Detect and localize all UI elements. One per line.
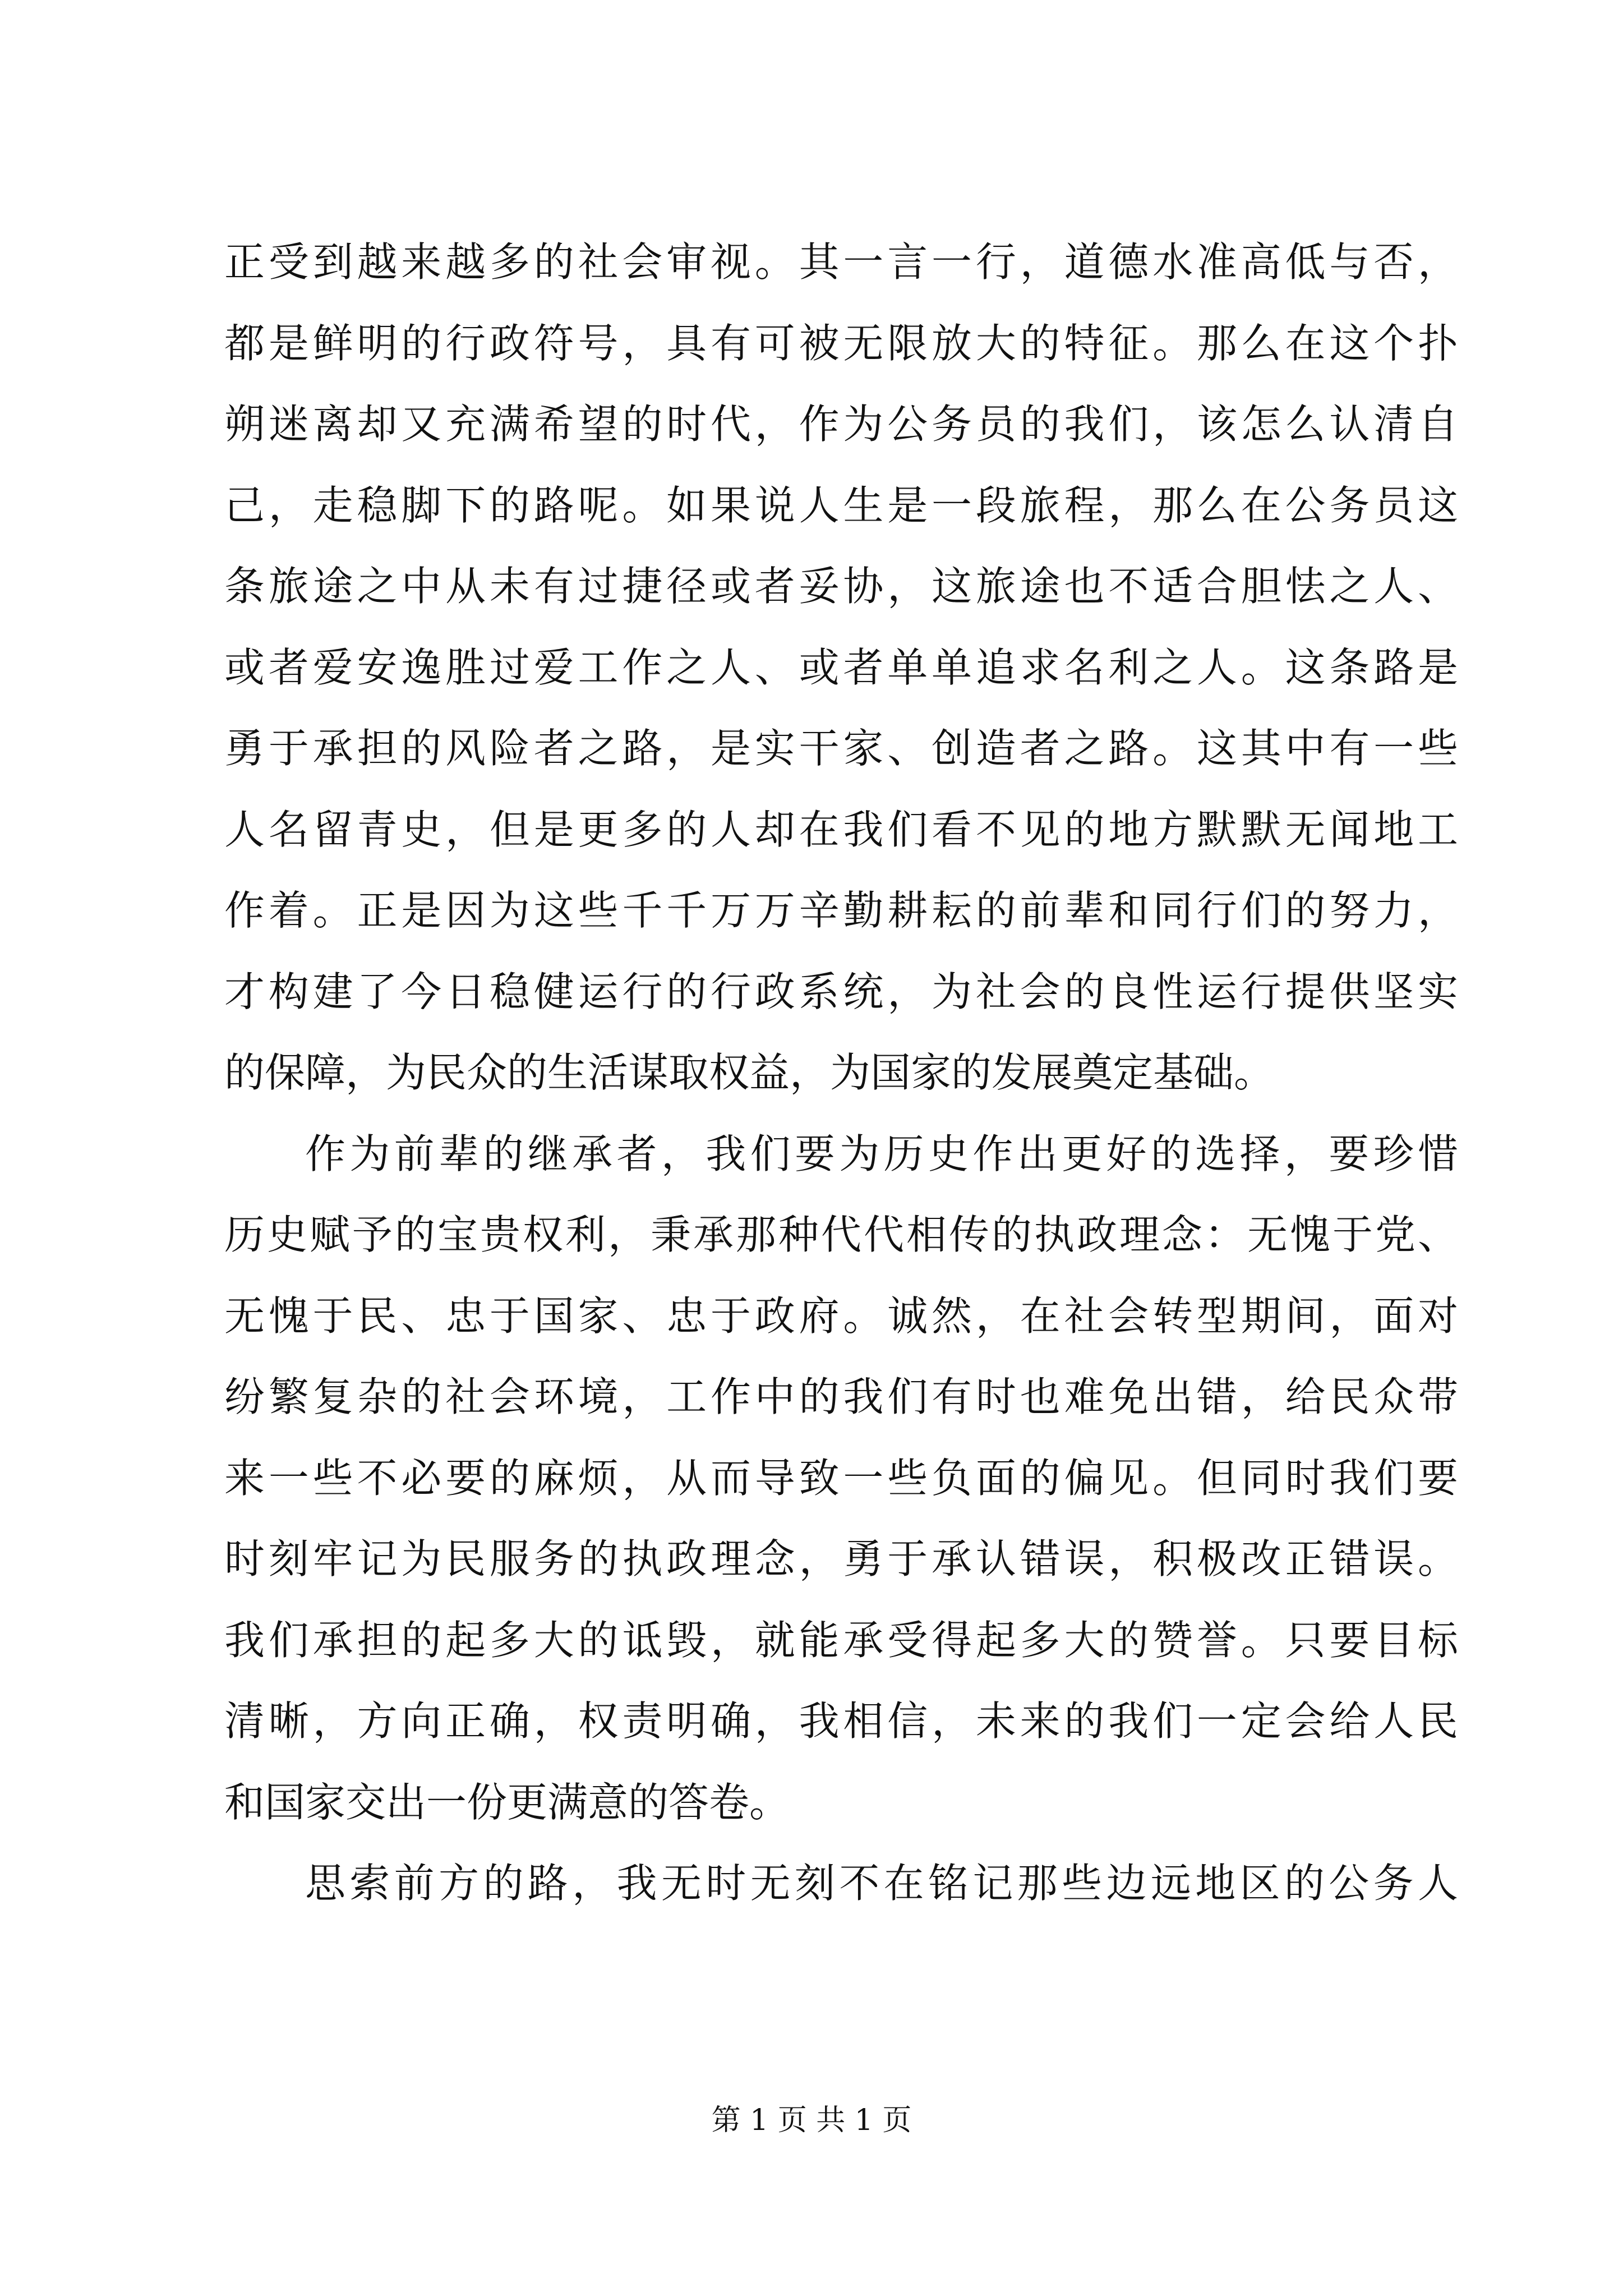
text-line: 勇于承担的风险者之路，是实干家、创造者之路。这其中有一些	[224, 725, 1458, 772]
text-line: 己，走稳脚下的路呢。如果说人生是一段旅程，那么在公务员这	[224, 481, 1458, 529]
text-line: 纷繁复杂的社会环境，工作中的我们有时也难免出错，给民众带	[224, 1373, 1458, 1420]
paragraph-first-line: 思索前方的路，我无时无刻不在铭记那些边远地区的公务人	[305, 1860, 1458, 1907]
text-line: 人名留青史，但是更多的人却在我们看不见的地方默默无闻地工	[224, 806, 1458, 853]
text-line: 都是鲜明的行政符号，具有可被无限放大的特征。那么在这个扑	[224, 319, 1458, 367]
page-footer	[0, 2101, 1623, 2140]
text-line: 来一些不必要的麻烦，从而导致一些负面的偏见。但同时我们要	[224, 1454, 1458, 1502]
text-line: 无愧于民、忠于国家、忠于政府。诚然，在社会转型期间，面对	[224, 1292, 1458, 1340]
text-line: 作着。正是因为这些千千万万辛勤耕耘的前辈和同行们的努力，	[224, 887, 1458, 934]
text-line: 历史赋予的宝贵权利，秉承那种代代相传的执政理念：无愧于党、	[224, 1211, 1458, 1258]
paragraph-first-line: 作为前辈的继承者，我们要为历史作出更好的选择，要珍惜	[305, 1130, 1458, 1177]
text-line: 和国家交出一份更满意的答卷。	[224, 1778, 790, 1826]
text-line: 我们承担的起多大的诋毁，就能承受得起多大的赞誉。只要目标	[224, 1616, 1458, 1664]
text-line: 朔迷离却又充满希望的时代，作为公务员的我们，该怎么认清自	[224, 401, 1458, 448]
text-line: 清晰，方向正确，权责明确，我相信，未来的我们一定会给人民	[224, 1697, 1458, 1745]
text-line: 正受到越来越多的社会审视。其一言一行，道德水准高低与否，	[224, 238, 1458, 286]
text-line: 才构建了今日稳健运行的行政系统，为社会的良性运行提供坚实	[224, 968, 1458, 1015]
document-body	[224, 222, 1458, 1924]
text-line: 或者爱安逸胜过爱工作之人、或者单单追求名利之人。这条路是	[224, 643, 1458, 691]
text-line: 时刻牢记为民服务的执政理念，勇于承认错误，积极改正错误。	[224, 1535, 1458, 1582]
text-line: 的保障，为民众的生活谋取权益，为国家的发展奠定基础。	[224, 1049, 1275, 1096]
page-number-label: 第 1 页 共 1 页	[711, 2104, 912, 2137]
text-line: 条旅途之中从未有过捷径或者妥协，这旅途也不适合胆怯之人、	[224, 563, 1458, 610]
